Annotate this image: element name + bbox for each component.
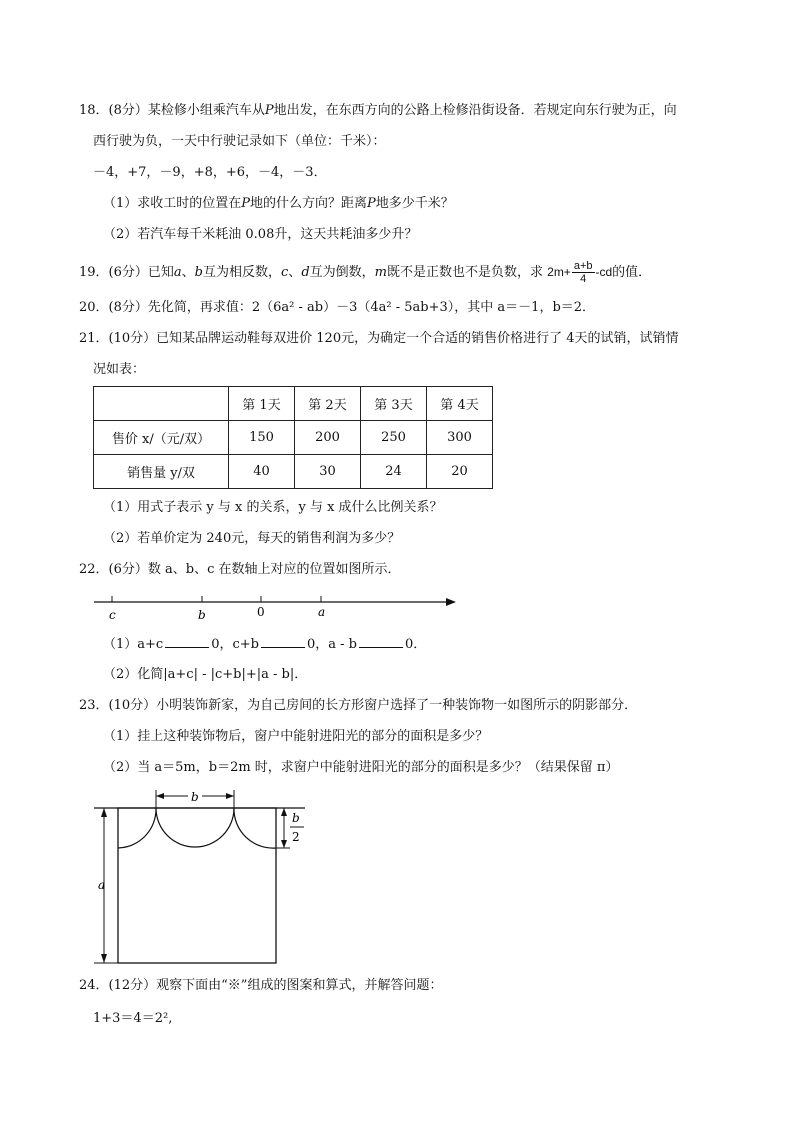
- q18-subquestion-1: [103, 195, 454, 213]
- q21-line2: 况如表：: [93, 362, 146, 377]
- q23-subquestion-2: （2）当 a＝5m，b＝2m 时，求窗户中能射进阳光的部分的面积是多少？（结果保留 π）: [103, 760, 619, 775]
- q19-t4: 互为倒数，: [309, 265, 375, 280]
- table-cell: 250: [361, 421, 427, 455]
- q22-s1b: 0，c+b: [211, 637, 259, 652]
- q18-line2: 西行驶为负，一天中行驶记录如下（单位：千米）：: [93, 134, 386, 149]
- q18-mid: 地出发，在东西方向的公路上检修沿街设备．若规定向东行驶为正，向: [273, 103, 677, 118]
- table-cell: 24: [361, 455, 427, 489]
- axis-label-b: b: [198, 608, 206, 622]
- q18-s1-p: P: [241, 196, 251, 211]
- q19-tail: 的值．: [612, 265, 652, 280]
- q19-fraction: [572, 260, 595, 285]
- q19-expr-a: 2m+: [547, 265, 571, 279]
- q18-s1b: 地的什么方向？距离: [250, 196, 368, 211]
- axis-label-c: c: [109, 608, 116, 622]
- q18-s1-p2: P: [367, 196, 376, 211]
- q18-records: －4，+7，－9，+8，+6，－4，－3．: [93, 165, 327, 180]
- sales-table: [93, 386, 493, 489]
- q21-subquestion-1: （1）用式子表示 y 与 x 的关系，y 与 x 成什么比例关系？: [103, 500, 443, 515]
- q19-var-b: b: [194, 265, 203, 280]
- q21-line1: 21．(10分）已知某品牌运动鞋每双进价 120元，为确定一个合适的销售价格进行了 4天的试销，试销情: [79, 331, 679, 346]
- number-line: [90, 590, 470, 624]
- q19-t2: 互为相反数，: [203, 265, 282, 280]
- q19-var-d: d: [301, 265, 310, 280]
- right-quarter-arc: [234, 808, 276, 848]
- answer-blank[interactable]: [261, 635, 305, 648]
- q19-frac-den: 4: [580, 273, 587, 285]
- q23-subquestion-1: （1）挂上这种装饰物后，窗户中能射进阳光的部分的面积是多少？: [103, 729, 489, 744]
- q18-line1: [79, 102, 677, 120]
- answer-blank[interactable]: [359, 635, 403, 648]
- middle-semicircle: [156, 808, 234, 847]
- q24-head: 24．(12分）观察下面由“※”组成的图案和算式，并解答问题：: [79, 978, 443, 993]
- table-cell: 20: [427, 455, 493, 489]
- table-cell: 销售量 y/双: [94, 455, 229, 489]
- q18-head: 18．(8分）某检修小组乘汽车从: [79, 103, 265, 118]
- q18-s1a: （1）求收工时的位置在: [103, 196, 242, 211]
- q18-subquestion-2: （2）若汽车每千米耗油 0.08升，这天共耗油多少升？: [103, 227, 418, 242]
- window-outline: [118, 808, 276, 963]
- table-cell: 300: [427, 421, 493, 455]
- q18-point-p: P: [264, 103, 274, 118]
- table-row: [94, 421, 493, 455]
- q19-var-m: m: [374, 265, 387, 280]
- table-header-cell: 第 2天: [295, 387, 361, 421]
- table-cell: 150: [229, 421, 295, 455]
- label-b-top: b: [191, 790, 199, 804]
- table-cell: 200: [295, 421, 361, 455]
- table-cell: 40: [229, 455, 295, 489]
- table-cell: 30: [295, 455, 361, 489]
- q21-subquestion-2: （2）若单价定为 240元，每天的销售利润为多少？: [103, 531, 401, 546]
- table-row: [94, 455, 493, 489]
- q19-line: [79, 258, 651, 287]
- q22-s1c: 0，a - b: [306, 637, 357, 652]
- axis-label-a: a: [318, 605, 326, 619]
- q22-s1a: （1）a+c: [103, 637, 164, 652]
- table-header-cell: [94, 387, 229, 421]
- table-header-row: [94, 387, 493, 421]
- q19-t1: 、: [181, 265, 195, 280]
- q19-t5: 既不是正数也不是负数，求: [386, 265, 543, 280]
- q18-s1c: 地多少千米？: [375, 196, 454, 211]
- label-b-half-num: b: [292, 811, 300, 825]
- q19-expr-b: -cd: [595, 265, 613, 279]
- q22-subquestion-1: [103, 635, 426, 654]
- table-header-cell: 第 1天: [229, 387, 295, 421]
- q19-t3: 、: [288, 265, 302, 280]
- window-figure: [90, 786, 320, 966]
- q20-line: 20．(8分）先化简，再求值：2（6a² - ab）－3（4a² - 5ab+3），其中 a＝－1，b＝2．: [79, 300, 596, 315]
- table-cell: 售价 x/（元/双）: [94, 421, 229, 455]
- label-a: a: [98, 878, 106, 892]
- q22-head: 22．(6分）数 a、b、c 在数轴上对应的位置如图所示．: [79, 562, 401, 577]
- table-header-cell: 第 4天: [427, 387, 493, 421]
- q19-var-c: c: [281, 265, 289, 280]
- q24-formula: 1+3＝4＝2²,: [93, 1011, 173, 1026]
- q22-subquestion-2: （2）化简|a+c| - |c+b|+|a - b|．: [103, 667, 308, 682]
- label-b-half-den: 2: [292, 830, 300, 844]
- q19-frac-num: a+b: [573, 260, 593, 272]
- answer-blank[interactable]: [165, 635, 209, 648]
- q23-head: 23．(10分）小明装饰新家，为自己房间的长方形窗户选择了一种装饰物一如图所示的阴影部分．: [79, 698, 638, 713]
- table-header-cell: 第 3天: [361, 387, 427, 421]
- q19-head: 19．(6分）已知: [79, 265, 174, 280]
- left-quarter-arc: [118, 808, 156, 848]
- q19-var-a: a: [173, 265, 182, 280]
- q22-s1d: 0．: [405, 637, 427, 652]
- axis-label-zero: 0: [257, 605, 265, 619]
